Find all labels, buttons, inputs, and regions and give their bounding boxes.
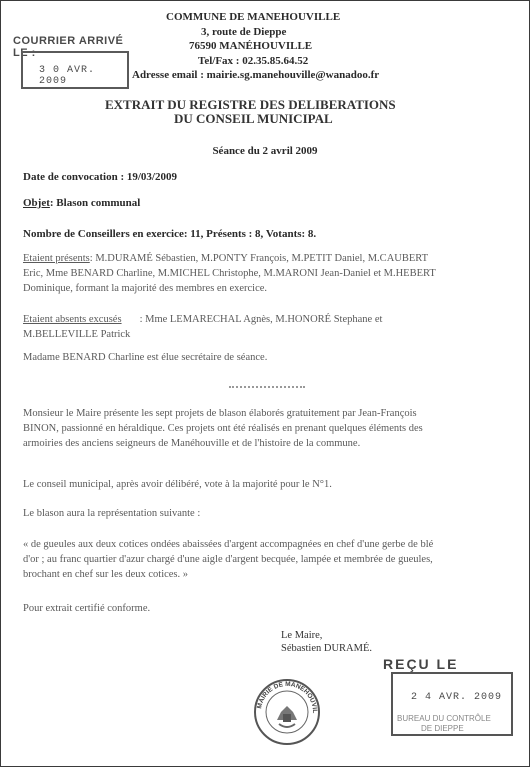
recu-le-footer-2: DE DIEPPE bbox=[421, 724, 464, 733]
commune-street: 3, route de Dieppe bbox=[201, 26, 287, 38]
signature-role: Le Maire, bbox=[281, 630, 323, 641]
commune-city: 76590 MANÉHOUVILLE bbox=[189, 40, 313, 52]
commune-telfax: Tel/Fax : 02.35.85.64.52 bbox=[198, 55, 309, 67]
municipal-seal bbox=[253, 678, 321, 746]
body-paragraph-3: Le blason aura la représentation suivante : bbox=[23, 508, 201, 519]
body-paragraph-1 bbox=[23, 406, 507, 451]
title-line-1: EXTRAIT DU REGISTRE DES DELIBERATIONS bbox=[105, 97, 396, 112]
recu-le-date: 2 4 AVR. 2009 bbox=[411, 692, 503, 703]
presents-label: Etaient présents bbox=[23, 253, 90, 264]
recu-le-label: REÇU LE bbox=[383, 656, 459, 672]
body-p1-line-1: Monsieur le Maire présente les sept projets de blason élaborés gratuitement par Jean-François bbox=[23, 408, 417, 419]
objet-label: Objet bbox=[23, 197, 50, 209]
presents-text-1: : M.DURAMÉ Sébastien, M.PONTY François, M.PETIT Daniel, M.CAUBERT bbox=[89, 253, 429, 264]
absents-line-1 bbox=[23, 312, 507, 327]
title-line-2: DU CONSEIL MUNICIPAL bbox=[174, 111, 333, 126]
presents-line-1 bbox=[23, 251, 507, 266]
secretary-line: Madame BENARD Charline est élue secrétaire de séance. bbox=[23, 352, 268, 363]
blazon-line-1: « de gueules aux deux cotices ondées abaissées d'argent accompagnées en chef d'une gerbe de blé bbox=[23, 539, 434, 550]
courrier-arrive-stamp bbox=[13, 33, 125, 87]
absents-line-2: M.BELLEVILLE Patrick bbox=[23, 329, 131, 340]
presents-line-3: Dominique, formant la majorité des membres en exercice. bbox=[23, 283, 268, 294]
counsellors-count: Nombre de Conseillers en exercice: 11, Présents : 8, Votants: 8. bbox=[23, 228, 317, 240]
commune-name: COMMUNE DE MANEHOUVILLE bbox=[166, 11, 341, 23]
commune-email: Adresse email : mairie.sg.manehouville@wanadoo.fr bbox=[132, 69, 380, 81]
presents-paragraph bbox=[23, 251, 507, 296]
blazon-description bbox=[23, 537, 507, 582]
seal-text: MAIRIE DE MANEHOUVIL bbox=[256, 680, 319, 714]
body-p1-line-2: BINON, passionné en héraldique. Ces projets ont été réalisés en prenant quelques éléments des bbox=[23, 423, 423, 434]
absents-text-1: : Mme LEMARECHAL Agnès, M.HONORÉ Stephane et bbox=[139, 314, 383, 325]
separator-dotted bbox=[229, 386, 305, 388]
presents-line-2: Eric, Mme BENARD Charline, M.MICHEL Christophe, M.MARONI Jean-Daniel et M.HEBERT bbox=[23, 268, 436, 279]
objet-text: : Blason communal bbox=[49, 197, 141, 209]
absents-label: Etaient absents excusés bbox=[23, 314, 122, 325]
absents-paragraph bbox=[23, 312, 507, 342]
courrier-arrive-date: 3 0 AVR. 2009 bbox=[39, 65, 96, 87]
blazon-line-3: brochant en chef sur les deux cotices. » bbox=[23, 569, 189, 580]
recu-le-stamp bbox=[371, 654, 521, 746]
signature-name: Sébastien DURAMÉ. bbox=[281, 643, 372, 654]
blazon-line-2: d'or ; au franc quartier d'azur chargé d'une aigle d'argent becquée, lampée et membrée de gueules, bbox=[23, 554, 433, 565]
certification-line: Pour extrait certifié conforme. bbox=[23, 603, 151, 614]
courrier-arrive-label: COURRIER ARRIVÉ LE : bbox=[13, 35, 124, 59]
body-paragraph-2: Le conseil municipal, après avoir délibéré, vote à la majorité pour le N°1. bbox=[23, 479, 332, 490]
recu-le-footer-1: BUREAU DU CONTRÔLE bbox=[397, 714, 491, 723]
objet-line bbox=[23, 197, 140, 209]
convocation-date: Date de convocation : 19/03/2009 bbox=[23, 171, 177, 183]
body-p1-line-3: armoiries des anciens seigneurs de Manéhouville et de l'histoire de la commune. bbox=[23, 438, 361, 449]
session-date: Séance du 2 avril 2009 bbox=[212, 145, 318, 157]
